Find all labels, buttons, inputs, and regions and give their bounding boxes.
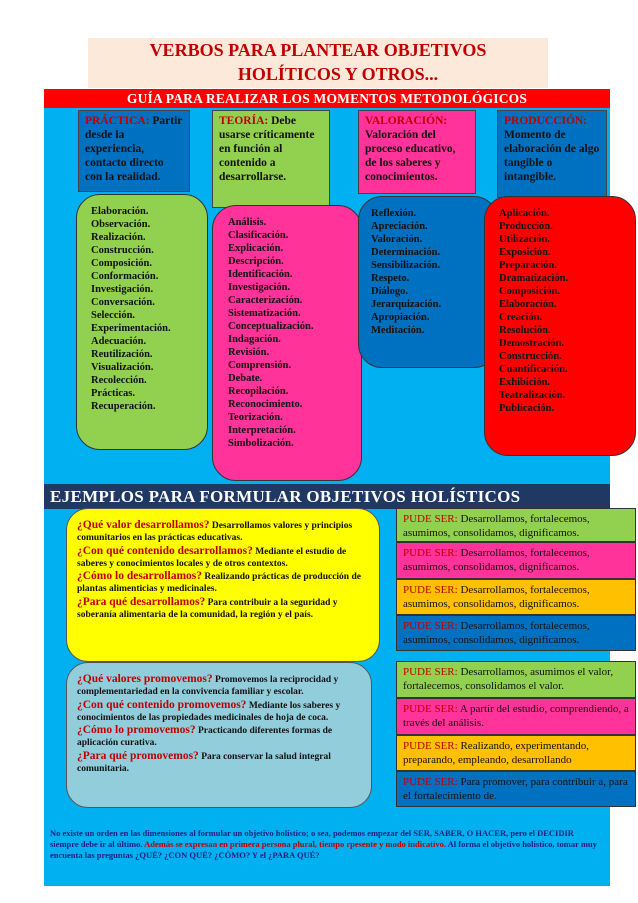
pude-ser-box (396, 698, 636, 735)
verb-item: Sensibilización. (371, 260, 441, 271)
verb-item: Observación. (91, 219, 151, 230)
footer-part-2: Además se expresan en primera persona plural, tiempo rpesente y modo indicativo. (144, 839, 446, 849)
pude-ser-text: A partir del estudio, comprendiendo, a través del análisis. (403, 703, 629, 729)
verb-item: Revisión. (228, 347, 270, 358)
verb-item: Recuperación. (91, 401, 156, 412)
example-line (77, 673, 361, 699)
pude-ser-box (396, 735, 636, 771)
verb-item: Análisis. (228, 217, 267, 228)
example-question: ¿Cómo lo promovemos? (77, 724, 196, 737)
moment-text: Momento de elaboración de algo tangible o intangible. (504, 129, 600, 183)
pude-ser-text: Desarrollamos, fortalecemos, asumimos, consolidamos, dignificamos. (403, 584, 590, 610)
pude-ser-box (396, 661, 636, 698)
verb-item: Meditación. (371, 325, 425, 336)
footer-part-1: No existe un orden en las dimensiones al formular un objetivo holístico; o sea, podemos empezar del SER, SABER, O HACER, pero el DECIDIR siempre debe ir al último. (50, 828, 574, 849)
example-line (77, 570, 369, 596)
example-answer: Mediante los saberes y conocimientos de las propiedades medicinales de hoja de coca. (77, 700, 341, 723)
pude-ser-text: Desarrollamos, fortalecemos, asumimos, consolidamos, dignificamos. (403, 620, 590, 646)
verb-item: Prácticas. (91, 388, 136, 399)
pude-ser-label: PUDE SER: (403, 740, 458, 752)
examples-title: EJEMPLOS PARA FORMULAR OBJETIVOS HOLÍSTICOS (44, 484, 610, 509)
verbs-produccion-box (484, 196, 636, 456)
pude-ser-label: PUDE SER: (403, 513, 458, 525)
pude-ser-text: Desarrollamos, fortalecemos, asumimos, consolidamos, dignificamos. (403, 513, 590, 539)
verb-item: Dramatización. (499, 273, 569, 284)
verb-item: Valoración. (371, 234, 423, 245)
verb-item: Elaboración. (91, 206, 149, 217)
example-question: ¿Con qué contenido desarrollamos? (77, 544, 253, 557)
verb-item: Caracterización. (228, 295, 303, 306)
verb-item: Conformación. (91, 271, 159, 282)
moment-label: TEORÍA: (219, 115, 269, 127)
verb-item: Aplicación. (499, 208, 550, 219)
example-question: ¿Cómo lo desarrollamos? (77, 570, 203, 583)
verb-item: Utilización. (499, 234, 551, 245)
moment-practica (78, 110, 190, 192)
verb-item: Composición. (91, 258, 152, 269)
verb-item: Determinación. (371, 247, 441, 258)
verbs-practica-box (76, 194, 208, 450)
pude-ser-label: PUDE SER: (403, 666, 458, 678)
verb-item: Exhibición. (499, 377, 551, 388)
verb-item: Apropiación. (371, 312, 430, 323)
verb-item: Conceptualización. (228, 321, 314, 332)
pude-ser-label: PUDE SER: (403, 703, 458, 715)
verb-item: Sistematización. (228, 308, 301, 319)
verb-item: Recopilación. (228, 386, 289, 397)
verb-item: Resolución. (499, 325, 551, 336)
verb-item: Jerarquización. (371, 299, 442, 310)
verb-item: Exposición. (499, 247, 551, 258)
verb-item: Reflexión. (371, 208, 417, 219)
pude-ser-label: PUDE SER: (403, 620, 458, 632)
moment-label: PRÁCTICA: (85, 115, 150, 127)
title-line-2: HOLÍTICOS Y OTROS... (237, 64, 439, 84)
verbs-teoria-box (212, 205, 362, 481)
verb-item: Identificación. (228, 269, 293, 280)
pude-ser-text: Realizando, experimentando, preparando, empleando, desarrollando (403, 740, 590, 766)
verbs-valoracion-box (358, 196, 498, 368)
verb-item: Descripción. (228, 256, 284, 267)
verb-item: Construcción. (499, 351, 562, 362)
verb-item: Composición. (499, 286, 560, 297)
footer-note (44, 826, 610, 871)
verb-item: Teorización. (228, 412, 283, 423)
pude-ser-box (396, 508, 636, 542)
verb-item: Investigación. (228, 282, 291, 293)
moment-label: VALORACIÓN: (365, 115, 448, 127)
verb-item: Comprensión. (228, 360, 292, 371)
verb-item: Visualización. (91, 362, 154, 373)
example-1-box (66, 508, 380, 662)
verb-item: Apreciación. (371, 221, 428, 232)
page-title (88, 38, 548, 86)
example-line (77, 724, 361, 750)
moment-text: Debe usarse críticamente en función al contenido a desarrollarse. (219, 115, 315, 183)
verb-item: Respeto. (371, 273, 410, 284)
moment-text: Partir desde la experiencia, contacto directo con la realidad. (85, 115, 183, 183)
pude-ser-label: PUDE SER: (403, 776, 458, 788)
pude-ser-label: PUDE SER: (403, 547, 458, 559)
pude-ser-text: Desarrollamos, fortalecemos, asumimos, consolidamos, dignificamos. (403, 547, 590, 573)
example-question: ¿Para qué desarrollamos? (77, 595, 206, 608)
verb-item: Clasificación. (228, 230, 289, 241)
example-2-box (66, 662, 372, 808)
example-line (77, 699, 361, 725)
title-line-1: VERBOS PARA PLANTEAR OBJETIVOS (149, 40, 487, 60)
example-answer: Para conservar la salud integral comunitaria. (77, 751, 331, 775)
verb-item: Explicación. (228, 243, 284, 254)
verb-item: Adecuación. (91, 336, 147, 347)
pude-ser-label: PUDE SER: (403, 584, 458, 596)
verb-item: Reutilización. (91, 349, 153, 360)
pude-ser-box (396, 771, 636, 807)
example-answer: Desarrollamos valores y principios comunitarios en las prácticas educativas. (77, 521, 353, 544)
example-question: ¿Qué valores promovemos? (77, 673, 213, 685)
example-answer: Promovemos la reciprocidad y complementariedad en la convivencia familiar y escolar. (77, 675, 339, 698)
example-answer: Realizando prácticas de producción de plantas alimenticias y medicinales. (77, 572, 361, 595)
verb-item: Reconocimiento. (228, 399, 303, 410)
verb-item: Selección. (91, 310, 136, 321)
example-question: ¿Qué valor desarrollamos? (77, 519, 210, 531)
pude-ser-text: Para promover, para contribuir a, para el fortalecimiento de. (403, 776, 628, 802)
moment-teoria (212, 110, 330, 208)
verb-item: Simbolización. (228, 438, 294, 449)
verb-item: Cuantificación. (499, 364, 568, 375)
example-line (77, 596, 369, 622)
verb-item: Realización. (91, 232, 146, 243)
example-line (77, 545, 369, 571)
moment-produccion (497, 110, 607, 198)
verb-item: Publicación. (499, 403, 555, 414)
example-answer: Practicando diferentes formas de aplicación curativa. (77, 726, 333, 749)
verb-item: Debate. (228, 373, 263, 384)
example-question: ¿Para qué promovemos? (77, 749, 199, 762)
verb-item: Diálogo. (371, 286, 409, 297)
verb-item: Creación. (499, 312, 543, 323)
verb-item: Interpretación. (228, 425, 296, 436)
example-answer: Mediante el estudio de saberes y conocimientos locales y de otros contextos. (77, 546, 347, 569)
guide-bar: GUÍA PARA REALIZAR LOS MOMENTOS METODOLÓGICOS (44, 89, 610, 108)
verb-item: Indagación. (228, 334, 281, 345)
pude-ser-text: Desarrollamos, asumimos el valor, fortalecemos, consolidamos el valor. (403, 666, 614, 692)
example-line (77, 750, 361, 776)
moment-label: PRODUCCIÓN: (504, 115, 588, 127)
verb-item: Investigación. (91, 284, 154, 295)
moment-valoracion (358, 110, 476, 194)
moment-text: Valoración del proceso educativo, de los saberes y conocimientos. (365, 129, 456, 183)
verb-item: Teatralización. (499, 390, 566, 401)
example-answer: Para contribuir a la seguridad y soberanía alimentaria de la comunidad, la región y el país. (77, 597, 338, 621)
pude-ser-box (396, 579, 636, 615)
verb-item: Demostración. (499, 338, 565, 349)
verb-item: Elaboración. (499, 299, 557, 310)
example-question: ¿Con qué contenido promovemos? (77, 698, 247, 711)
verb-item: Recolección. (91, 375, 147, 386)
example-line (77, 519, 369, 545)
verb-item: Construcción. (91, 245, 154, 256)
verb-item: Conversación. (91, 297, 155, 308)
footer-part-3: Al forma el objetivo holístico, tomar muy encuenta las preguntas ¿QUÉ? ¿CON QUÉ? ¿CÓMO? Y el ¿PARA QUÉ? (50, 839, 597, 860)
verb-item: Preparación. (499, 260, 557, 271)
pude-ser-box (396, 542, 636, 579)
verb-item: Producción. (499, 221, 553, 232)
pude-ser-box (396, 615, 636, 651)
verb-item: Experimentación. (91, 323, 171, 334)
